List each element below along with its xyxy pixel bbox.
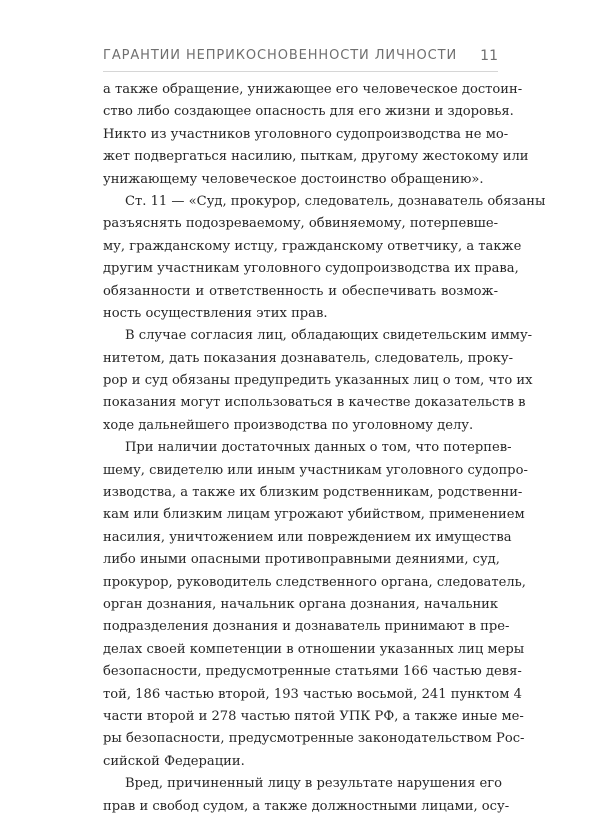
text-line: Вред, причиненный лицу в результате нарушения его — [125, 776, 503, 792]
text-line: ство либо создающее опасность для его жизни и здоровья. — [103, 104, 514, 120]
text-line: му, гражданскому истцу, гражданскому ответчику, а также — [103, 238, 522, 254]
text-line: кам или близким лицам угрожают убийством, применением — [103, 507, 525, 523]
text-line: сийской Федерации. — [103, 753, 245, 769]
header-rule — [103, 71, 498, 72]
running-title: ГАРАНТИИ НЕПРИКОСНОВЕННОСТИ ЛИЧНОСТИ — [103, 48, 458, 63]
text-line: делах своей компетенции в отношении указанных лиц меры — [103, 641, 525, 657]
text-line: той, 186 частью второй, 193 частью восьмой, 241 пунктом 4 — [103, 686, 522, 702]
text-line: прокурор, руководитель следственного органа, следователь, — [103, 574, 526, 590]
text-line: ность осуществления этих прав. — [103, 305, 328, 321]
page-number: 11 — [480, 48, 498, 64]
text-line: либо иными опасными противоправными деяниями, суд, — [103, 552, 500, 568]
text-line: ры безопасности, предусмотренные законодательством Рос- — [103, 731, 525, 747]
text-line: ходе дальнейшего производства по уголовному делу. — [103, 417, 474, 433]
body-text — [103, 79, 546, 818]
text-line: прав и свобод судом, а также должностными лицами, осу- — [103, 798, 510, 814]
text-line: рор и суд обязаны предупредить указанных лиц о том, что их — [103, 373, 533, 389]
text-line: нитетом, дать показания дознаватель, следователь, проку- — [103, 350, 514, 366]
text-line: жет подвергаться насилию, пыткам, другому жестокому или — [103, 149, 529, 165]
text-line: другим участникам уголовного судопроизводства их права, — [103, 261, 519, 277]
text-line: а также обращение, унижающее его человеческое достоин- — [103, 82, 523, 97]
text-line: В случае согласия лиц, обладающих свидетельским имму- — [125, 328, 533, 344]
text-line: Ст. 11 — «Суд, прокурор, следователь, дознаватель обязаны — [125, 193, 546, 209]
text-line: подразделения дознания и дознаватель принимают в пре- — [103, 619, 510, 635]
text-line: обязанности и ответственность и обеспечивать возмож- — [103, 283, 498, 299]
text-line: Никто из участников уголовного судопроизводства не мо- — [103, 126, 509, 142]
text-line: показания могут использоваться в качестве доказательств в — [103, 395, 526, 411]
text-line: орган дознания, начальник органа дознания, начальник — [103, 596, 499, 612]
text-line: При наличии достаточных данных о том, что потерпев- — [125, 440, 512, 456]
text-line: изводства, а также их близким родственникам, родственни- — [103, 485, 523, 501]
running-header — [103, 47, 498, 67]
paragraph — [103, 79, 529, 191]
paragraph — [103, 191, 546, 325]
text-line: унижающему человеческое достоинство обращению». — [103, 171, 484, 187]
text-line: части второй и 278 частью пятой УПК РФ, а также иные ме- — [103, 708, 524, 724]
paragraph — [103, 325, 533, 437]
paragraph — [103, 773, 510, 818]
text-line: безопасности, предусмотренные статьями 166 частью девя- — [103, 664, 522, 680]
text-line: разъяснять подозреваемому, обвиняемому, потерпевше- — [103, 216, 498, 232]
paragraph — [103, 437, 528, 773]
text-line: насилия, уничтожением или повреждением их имущества — [103, 529, 512, 545]
text-line: шему, свидетелю или иным участникам уголовного судопро- — [103, 462, 528, 478]
